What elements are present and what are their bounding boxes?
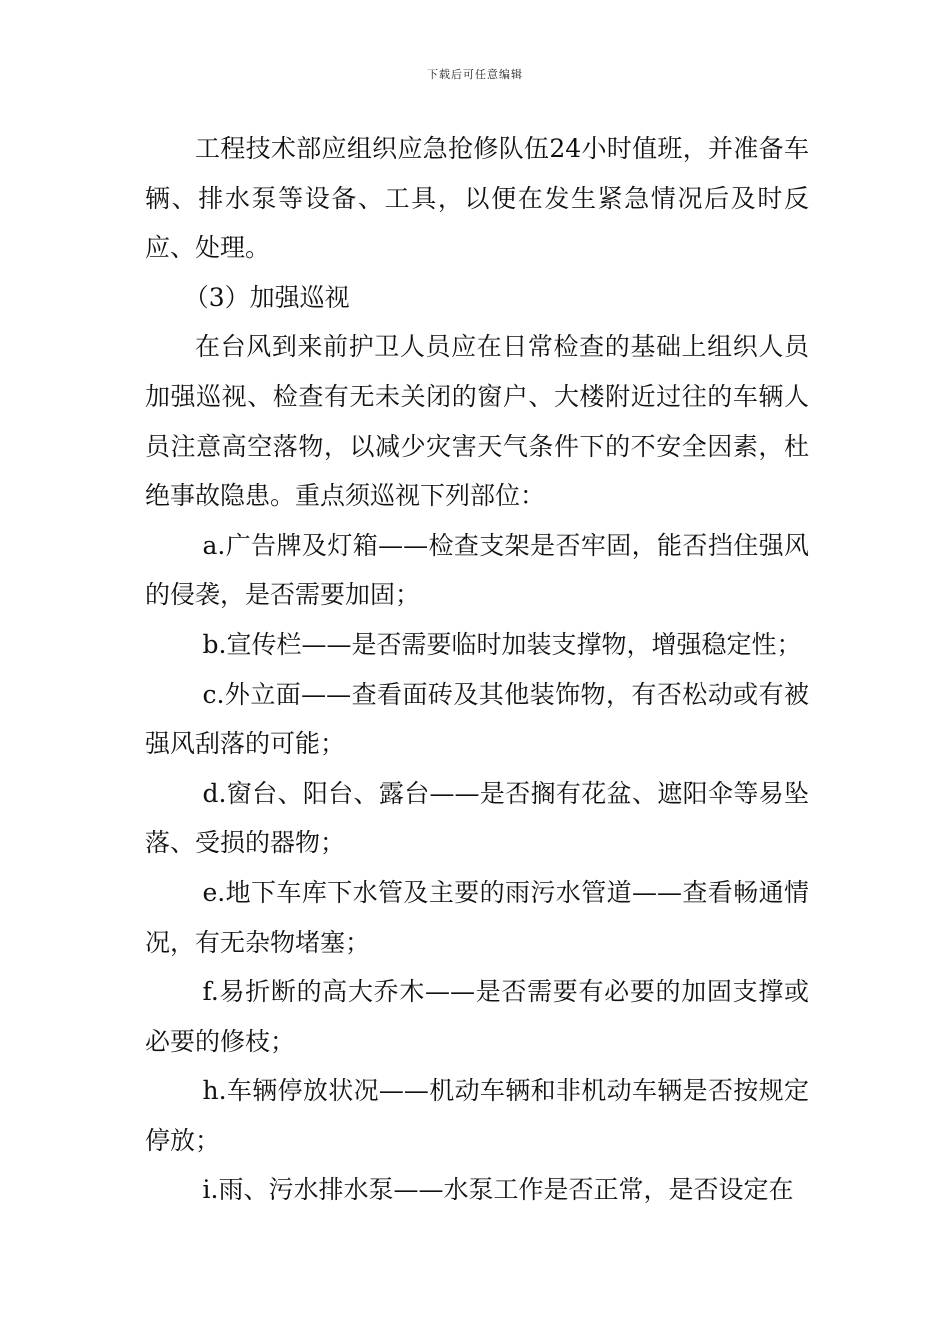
list-item-a: a.广告牌及灯箱——检查支架是否牢固，能否挡住强风的侵袭，是否需要加固； [145,530,809,610]
page-header: 下载后可任意编辑 [427,68,523,81]
list-item-b: b.宣传栏——是否需要临时加装支撑物，增强稳定性； [202,629,802,659]
paragraph-emergency-team: 工程技术部应组织应急抢修队伍24小时值班，并准备车辆、排水泵等设备、工具，以便在发生紧急情况后及时反应、处理。 [145,134,809,263]
list-item-c: c.外立面——查看面砖及其他装饰物，有否松动或有被强风刮落的可能； [145,679,809,759]
document-body [145,124,809,1215]
paragraph-patrol-intro: 在台风到来前护卫人员应在日常检查的基础上组织人员加强巡视、检查有无未关闭的窗户、大楼附近过往的车辆人员注意高空落物，以减少灾害天气条件下的不安全因素，杜绝事故隐患。重点须巡视下列部位： [145,332,809,511]
section-heading-patrol: （3）加强巡视 [183,282,350,312]
list-item-h: h.车辆停放状况——机动车辆和非机动车辆是否按规定停放； [145,1076,809,1155]
list-item-f: f.易折断的高大乔木——是否需要有必要的加固支撑或必要的修枝； [145,977,809,1056]
list-item-i: i.雨、污水排水泵——水泵工作是否正常，是否设定在 [202,1175,794,1205]
list-item-e: e.地下车库下水管及主要的雨污水管道——查看畅通情况，有无杂物堵塞； [145,877,809,957]
list-item-d: d.窗台、阳台、露台——是否搁有花盆、遮阳伞等易坠落、受损的器物； [145,778,809,858]
